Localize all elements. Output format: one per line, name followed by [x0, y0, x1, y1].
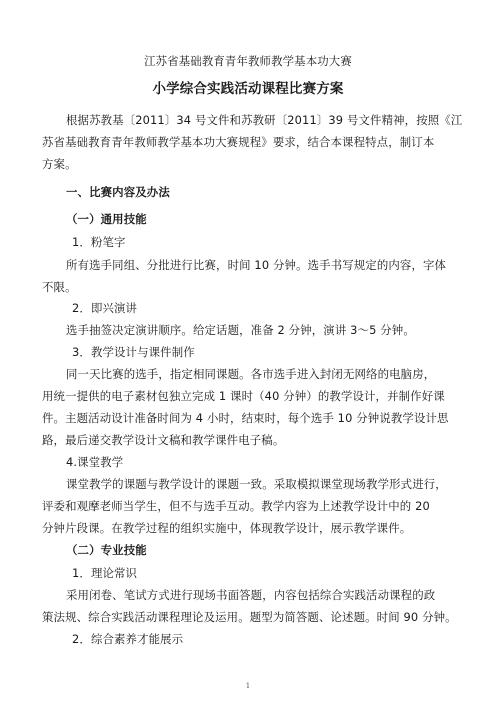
item-4-title: 4.课堂教学 [66, 455, 124, 469]
item-2-line-1: 选手抽签决定演讲顺序。给定话题，准备 2 分钟，演讲 3～5 分钟。 [66, 323, 415, 337]
item-6-title: 2．综合素养才能展示 [72, 632, 184, 646]
section-heading-1: 一、比赛内容及办法 [66, 185, 170, 199]
item-3-line-2: 用统一提供的电子素材包独立完成 1 课时（40 分钟）的教学设计，并制作好课 [42, 389, 445, 403]
document-title: 小学综合实践活动课程比赛方案 [152, 81, 344, 97]
item-4-line-2: 评委和观摩老师当学生，但不与选手互动。教学内容为上述教学设计中的 20 [42, 499, 430, 513]
item-5-line-1: 采用闭卷、笔试方式进行现场书面答题，内容包括综合实践活动课程的政 [66, 588, 436, 602]
item-1-line-2: 不限。 [42, 280, 77, 294]
intro-line-3: 方案。 [42, 157, 77, 171]
intro-line-1: 根据苏教基〔2011〕34 号文件和苏教研〔2011〕39 号文件精神，按照《江 [66, 113, 463, 127]
item-2-title: 2．即兴演讲 [72, 301, 138, 315]
document-subtitle: 江苏省基础教育青年教师教学基本功大赛 [144, 54, 352, 68]
subsection-heading-general: （一）通用技能 [66, 212, 147, 226]
item-3-title: 3．教学设计与课件制作 [72, 345, 195, 359]
item-3-line-1: 同一天比赛的选手，指定相同课题。各市选手进入封闭无网络的电脑房， [66, 367, 436, 381]
item-4-line-1: 课堂教学的课题与教学设计的课题一致。采取模拟课堂现场教学形式进行， [66, 477, 447, 491]
intro-line-2: 苏省基础教育青年教师教学基本功大赛规程》要求，结合本课程特点，制订本 [42, 135, 435, 149]
page-number: 1 [245, 682, 251, 690]
item-3-line-4: 路，最后递交教学设计文稿和教学课件电子稿。 [42, 433, 285, 447]
item-5-line-2: 策法规、综合实践活动课程理论及运用。题型为简答题、论述题。时间 90 分钟。 [42, 610, 457, 624]
subsection-heading-professional: （二）专业技能 [66, 543, 147, 557]
item-3-line-3: 件。主题活动设计准备时间为 4 小时，结束时，每个选手 10 分钟说教学设计思 [42, 411, 449, 425]
item-5-title: 1．理论常识 [72, 566, 138, 580]
item-1-title: 1．粉笔字 [72, 235, 126, 249]
item-1-line-1: 所有选手同组、分批进行比赛，时间 10 分钟。选手书写规定的内容，字体 [66, 258, 447, 272]
item-4-line-3: 分钟片段课。在教学过程的组织实施中，体现教学设计，展示教学课件。 [42, 521, 412, 535]
